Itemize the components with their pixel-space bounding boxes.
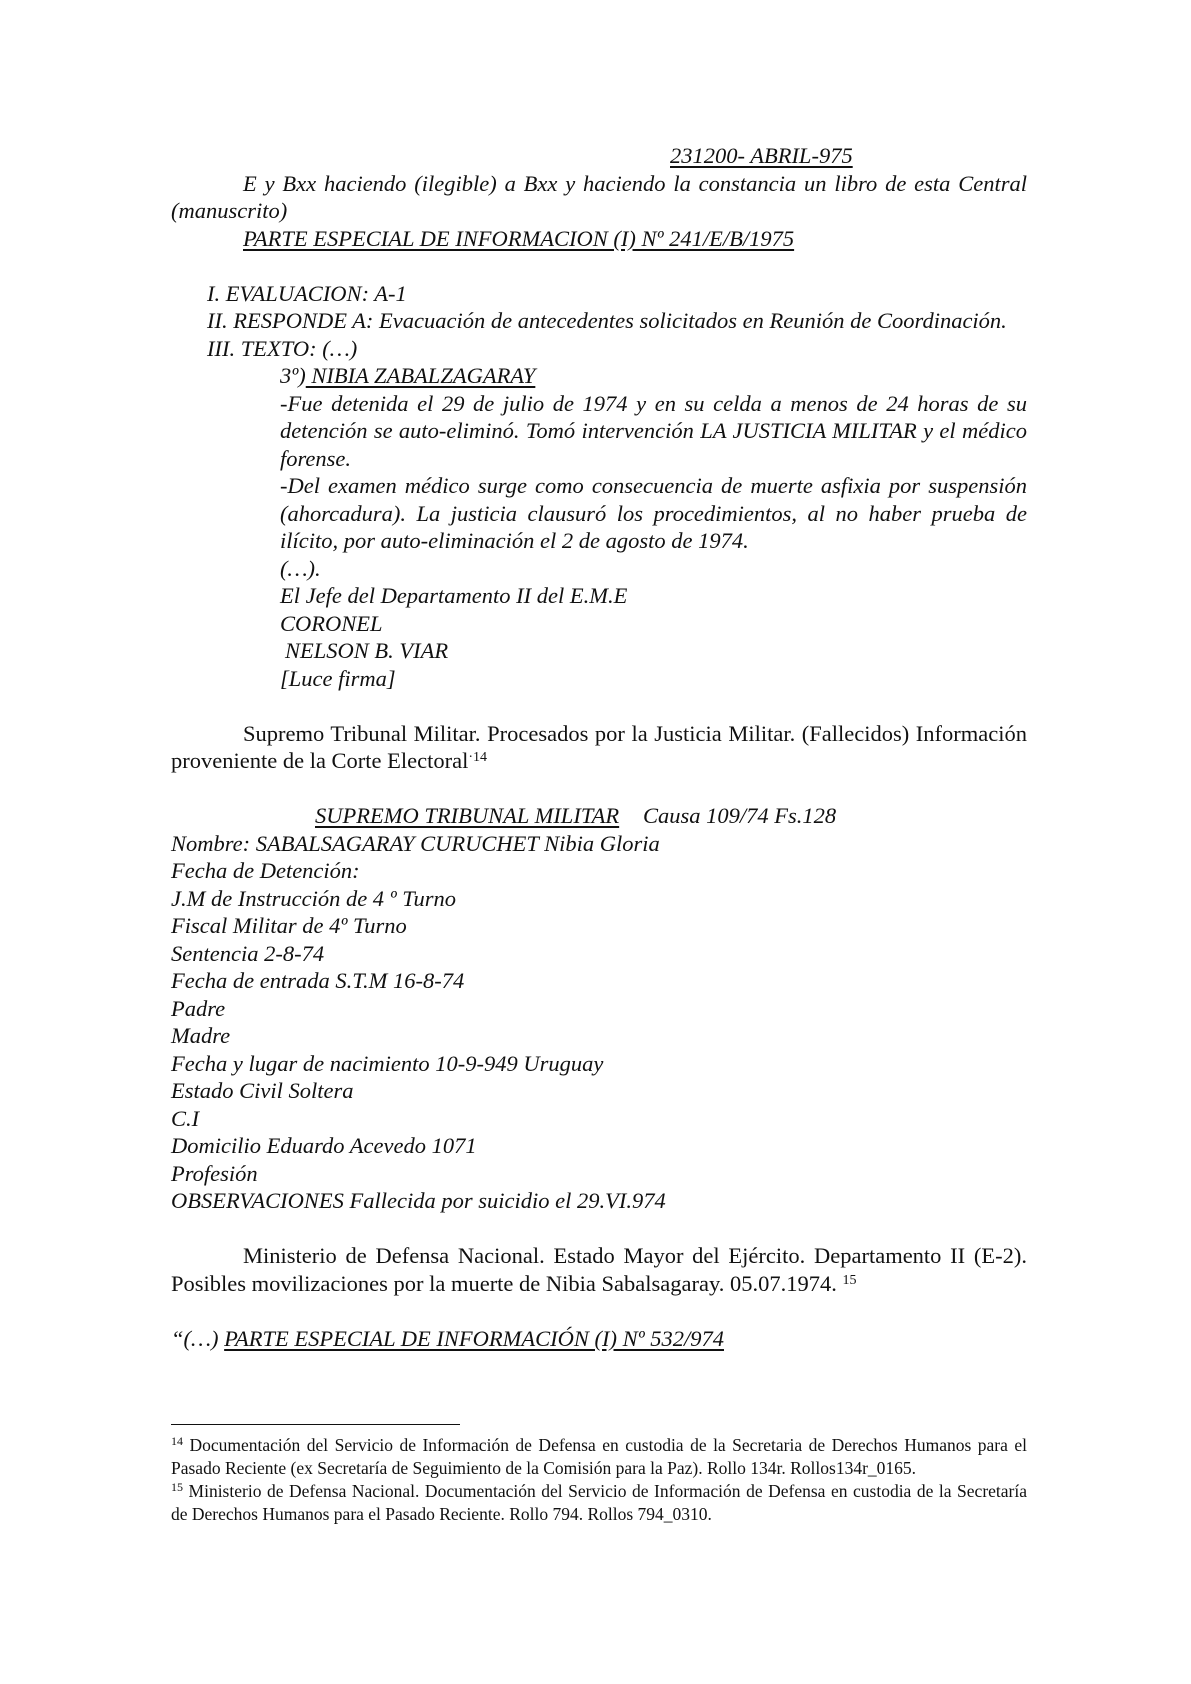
signature-title: El Jefe del Departamento II del E.M.E xyxy=(280,583,628,608)
record-field: Sentencia 2-8-74 xyxy=(171,940,325,966)
record-field: Nombre: SABALSAGARAY CURUCHET Nibia Gloria xyxy=(171,830,660,856)
spacer xyxy=(171,692,1027,720)
tribunal-intro-paragraph: Supremo Tribunal Militar. Procesados por la Justicia Militar. (Fallecidos) Información proveniente de la Corte Electoral$^{\cdot 14}$ xyxy=(171,720,1027,773)
footnote-text: Documentación del Servicio de Información de Defensa en custodia de la Secretaria de Derechos Humanos para el Pasado Reciente (ex Secretaría de Seguimiento de la Comisión para la Paz). Rollo 134r. Rollos134r_0165. xyxy=(171,1435,1027,1478)
record-field: Fecha y lugar de nacimiento 10-9-949 Uruguay xyxy=(171,1050,604,1076)
report-item-responde: II. RESPONDE A: Evacuación de antecedentes solicitados en Reunión de Coordinación. xyxy=(207,308,1007,333)
report-items xyxy=(171,280,1027,363)
signature-note: [Luce firma] xyxy=(280,665,396,691)
signature-name: NELSON B. VIAR xyxy=(285,638,449,663)
case-number: Causa 109/74 Fs.128 xyxy=(643,803,837,828)
footnotes xyxy=(171,1434,1027,1526)
second-report-title: “(…) PARTE ESPECIAL DE INFORMACIÓN (I) Nº 532/974 xyxy=(171,1325,724,1351)
record-field: OBSERVACIONES Fallecida por suicidio el 29.VI.974 xyxy=(171,1188,666,1213)
report-ellipsis: (…). xyxy=(280,555,321,581)
ministry-intro-paragraph: Ministerio de Defensa Nacional. Estado Mayor del Ejército. Departamento II (E-2). Posibles movilizaciones por la muerte de Nibia Sabalsagaray. 05.07.1974. $^{15}$ xyxy=(171,1243,1027,1296)
record-field: Fecha de entrada S.T.M 16-8-74 xyxy=(171,968,465,993)
date-reference: 231200- ABRIL-975 xyxy=(670,143,853,168)
footnote-number: 14 xyxy=(171,1434,183,1448)
footnote-14 xyxy=(171,1434,1027,1480)
report-title: PARTE ESPECIAL DE INFORMACION (I) Nº 241/E/B/1975 xyxy=(243,225,795,251)
tribunal-name: SUPREMO TRIBUNAL MILITAR xyxy=(315,803,620,828)
report-paragraph-detention: -Fue detenida el 29 de julio de 1974 y en su celda a menos de 24 horas de su detención se auto-eliminó. Tomó intervención LA JUSTICIA MILITAR y el médico forense. xyxy=(280,390,1027,471)
record-field: Padre xyxy=(171,995,226,1021)
tribunal-record-header xyxy=(171,802,1027,830)
footnote-ref-15[interactable]: 15 xyxy=(842,1272,857,1288)
report-item-texto: III. TEXTO: (…) xyxy=(207,335,358,361)
footnote-ref-14[interactable]: ·14 xyxy=(468,750,488,765)
record-field: Estado Civil Soltera xyxy=(171,1078,354,1103)
subject-heading: 3º) NIBIA ZABALZAGARAY xyxy=(280,363,536,388)
record-field: J.M de Instrucción de 4 º Turno xyxy=(171,885,457,911)
report-item-evaluation: I. EVALUACION: A-1 xyxy=(207,280,407,306)
tribunal-record-fields xyxy=(171,830,1027,1215)
signature-rank: CORONEL xyxy=(280,610,383,636)
record-field: C.I xyxy=(171,1105,200,1131)
footnote-15 xyxy=(171,1480,1027,1526)
report-text-block xyxy=(171,362,1027,692)
handwritten-note: E y Bxx haciendo (ilegible) a Bxx y haciendo la constancia un libro de esta Central (manuscrito) xyxy=(171,170,1027,223)
spacer xyxy=(171,252,1027,280)
document-body xyxy=(171,142,1027,1352)
spacer xyxy=(171,1297,1027,1325)
record-field: Profesión xyxy=(171,1160,258,1186)
footnote-number: 15 xyxy=(171,1480,183,1494)
record-field: Fiscal Militar de 4º Turno xyxy=(171,913,407,938)
record-field: Domicilio Eduardo Acevedo 1071 xyxy=(171,1133,477,1158)
record-field: Fecha de Detención: xyxy=(171,858,360,883)
spacer xyxy=(171,1215,1027,1243)
footnote-text: Ministerio de Defensa Nacional. Documentación del Servicio de Información de Defensa en custodia de la Secretaría de Derechos Humanos para el Pasado Reciente. Rollo 794. Rollos 794_0310. xyxy=(171,1481,1027,1524)
footnote-divider xyxy=(171,1424,460,1425)
report-paragraph-medical: -Del examen médico surge como consecuencia de muerte asfixia por suspensión (ahorcadura). La justicia clausuró los procedimientos, al no haber prueba de ilícito, por auto-eliminación el 2 de agosto de 1974. xyxy=(280,473,1027,553)
record-field: Madre xyxy=(171,1023,231,1048)
spacer xyxy=(171,775,1027,803)
